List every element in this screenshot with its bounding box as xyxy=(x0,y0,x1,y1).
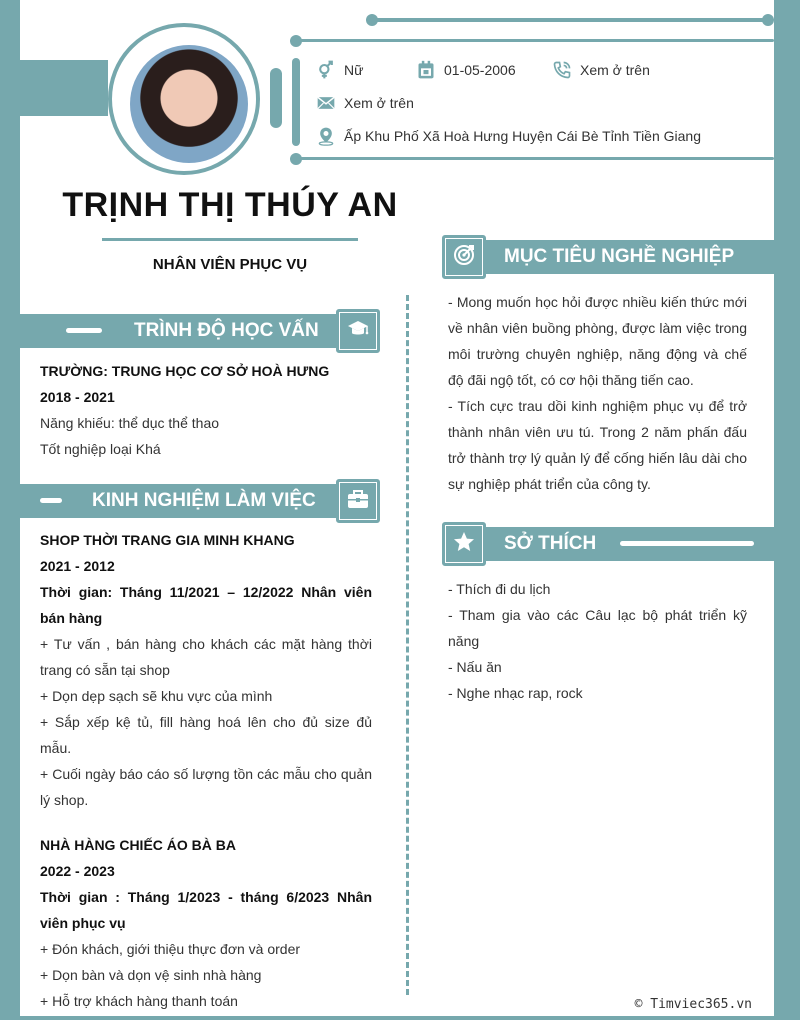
decor-line xyxy=(66,328,102,333)
hobby-item: - Thích đi du lịch xyxy=(448,581,551,597)
decor-line xyxy=(296,157,774,160)
job-years: 2022 - 2023 xyxy=(40,863,115,879)
education-content xyxy=(40,358,380,462)
briefcase-icon xyxy=(346,487,370,516)
decor-line xyxy=(372,18,772,22)
target-icon xyxy=(452,243,476,272)
hobby-item: - Tham gia vào các Câu lạc bộ phát triển kỹ năng xyxy=(448,607,747,649)
education-line: Tốt nghiệp loại Khá xyxy=(40,441,161,457)
graduation-cap-icon xyxy=(346,317,370,346)
mail-icon xyxy=(316,93,336,113)
hobbies-icon-box xyxy=(442,522,486,566)
job-years: 2021 - 2012 xyxy=(40,558,115,574)
objective-icon-box xyxy=(442,235,486,279)
education-title: TRÌNH ĐỘ HỌC VẤN xyxy=(134,320,319,341)
gender-text: Nữ xyxy=(344,62,364,78)
candidate-name: TRỊNH THỊ THÚY AN xyxy=(62,186,398,224)
decor-bar xyxy=(270,68,282,128)
gender-icon xyxy=(316,60,336,80)
hobbies-title: SỞ THÍCH xyxy=(504,533,597,554)
objective-paragraph: - Mong muốn học hỏi được nhiều kiến thức mới về nhân viên buồng phòng, được làm việc trong môi trường chuyên nghiệp, năng động và chế độ đãi ngộ tốt, có cơ hội thăng tiến cao. xyxy=(448,294,747,388)
education-line: Năng khiếu: thể dục thể thao xyxy=(40,415,220,431)
contact-address xyxy=(316,126,701,146)
name-underline xyxy=(102,238,358,241)
job-period: Thời gian: Tháng 11/2021 – 12/2022 Nhân viên bán hàng xyxy=(40,584,372,626)
company-name: SHOP THỜI TRANG GIA MINH KHANG xyxy=(40,532,295,548)
decor-dot xyxy=(762,14,774,26)
hobby-item: - Nghe nhạc rap, rock xyxy=(448,685,583,701)
experience-icon-box xyxy=(336,479,380,523)
experience-content xyxy=(40,527,372,1014)
phone-icon xyxy=(552,60,572,80)
experience-title: KINH NGHIỆM LÀM VIỆC xyxy=(92,490,316,511)
calendar-icon xyxy=(416,60,436,80)
objective-paragraph: - Tích cực trau dồi kinh nghiệm phục vụ để trở thành nhân viên ưu tú. Trong 2 năm phấn đấu trở thành trợ lý quản lý để cống hiến lâu dài cho sự nghiệp phát triển của công ty. xyxy=(448,398,747,492)
phone-text: Xem ở trên xyxy=(580,62,650,78)
footer-credit[interactable]: © Timviec365.vn xyxy=(634,997,752,1012)
email-text: Xem ở trên xyxy=(344,95,414,111)
contact-phone xyxy=(552,60,650,80)
contact-email xyxy=(316,93,414,113)
birthday-text: 01-05-2006 xyxy=(444,62,516,78)
decor-line xyxy=(620,541,754,546)
contact-birthday xyxy=(416,60,516,80)
hobbies-content xyxy=(448,576,747,706)
job-duty: + Dọn dẹp sạch sẽ khu vực của mình xyxy=(40,688,273,704)
hobby-item: - Nấu ăn xyxy=(448,659,502,675)
cv-sheet xyxy=(20,0,774,1016)
job-duty: + Tư vấn , bán hàng cho khách các mặt hàng thời trang có sẵn tại shop xyxy=(40,636,372,678)
objective-title: MỤC TIÊU NGHỀ NGHIỆP xyxy=(504,246,735,267)
avatar xyxy=(130,45,248,163)
star-icon xyxy=(452,530,476,559)
school-name: TRƯỜNG: TRUNG HỌC CƠ SỞ HOÀ HƯNG xyxy=(40,363,330,379)
education-icon-box xyxy=(336,309,380,353)
job-period: Thời gian : Tháng 1/2023 - tháng 6/2023 Nhân viên phục vụ xyxy=(40,889,372,931)
contact-gender xyxy=(316,60,363,80)
location-icon xyxy=(316,126,336,146)
education-years: 2018 - 2021 xyxy=(40,389,115,405)
job-duty: + Sắp xếp kệ tủ, fill hàng hoá lên cho đủ size đủ mẫu. xyxy=(40,714,372,756)
job-duty: + Cuối ngày báo cáo số lượng tồn các mẫu cho quản lý shop. xyxy=(40,766,372,808)
address-text: Ấp Khu Phố Xã Hoà Hưng Huyện Cái Bè Tỉnh Tiền Giang xyxy=(344,128,701,144)
job-duty: + Dọn bàn và dọn vệ sinh nhà hàng xyxy=(40,967,262,983)
decor-band xyxy=(20,60,108,116)
objective-content xyxy=(448,289,747,497)
column-divider xyxy=(406,295,409,995)
candidate-role: NHÂN VIÊN PHỤC VỤ xyxy=(152,256,308,273)
company-name: NHÀ HÀNG CHIẾC ÁO BÀ BA xyxy=(40,837,236,853)
decor-line xyxy=(296,39,774,42)
job-duty: + Hỗ trợ khách hàng thanh toán xyxy=(40,993,238,1009)
decor-bar xyxy=(292,58,300,146)
decor-line xyxy=(40,498,62,503)
job-duty: + Đón khách, giới thiệu thực đơn và order xyxy=(40,941,301,957)
